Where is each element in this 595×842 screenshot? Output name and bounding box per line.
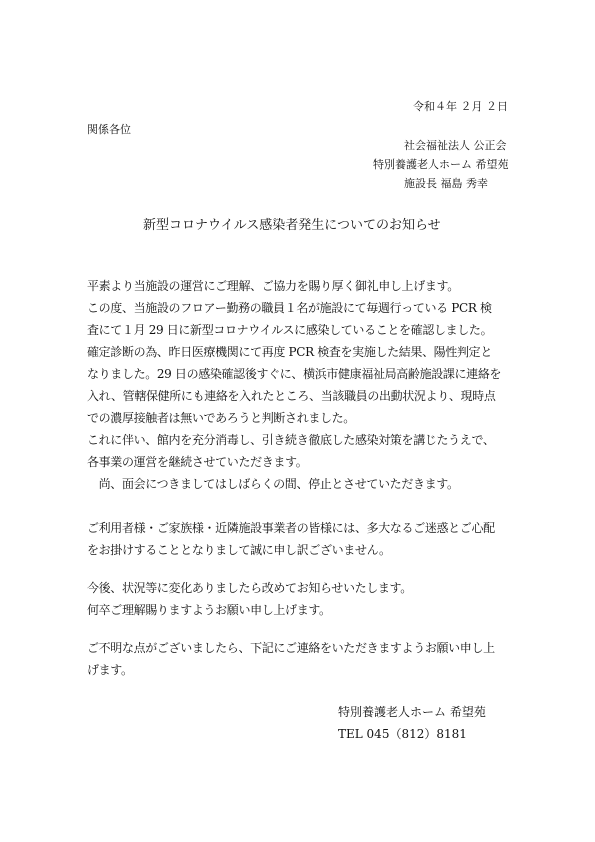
footer-facility: 特別養護老人ホーム 希望苑 — [338, 705, 486, 719]
sender-director: 施設長 福島 秀幸 — [404, 177, 488, 190]
body-line: この度、当施設のフロアー勤務の職員１名が施設にて毎週行っている PCR 検 — [87, 301, 492, 315]
sender-facility: 特別養護老人ホーム 希望苑 — [373, 158, 509, 171]
body-line: 尚、面会につきましてはしばらくの間、停止とさせていただきます。 — [87, 477, 459, 491]
body-line: ご利用者様・ご家族様・近隣施設事業者の皆様には、多大なるご迷惑とご心配 — [87, 521, 495, 535]
body-line: ご不明な点がございましたら、下記にご連絡をいただきますようお願い申し上 — [87, 641, 495, 655]
body-line: をお掛けすることとなりまして誠に申し訳ございません。 — [87, 543, 391, 557]
body-line: 何卒ご理解賜りますようお願い申し上げます。 — [87, 603, 331, 617]
body-line: 今後、状況等に変化ありましたら改めてお知らせいたします。 — [87, 581, 412, 595]
footer-telephone: TEL 045（812）8181 — [338, 727, 467, 741]
body-line: 入れ、管轄保健所にも連絡を入れたところ、当該職員の出動状況より、現時点 — [87, 389, 496, 403]
document-title: 新型コロナウイルス感染者発生についてのお知らせ — [143, 218, 441, 233]
body-line: 査にて１月 29 日に新型コロナウイルスに感染していることを確認しました。 — [87, 323, 493, 337]
body-line: での濃厚接触者は無いであろうと判断されました。 — [87, 411, 355, 425]
sender-organization: 社会福祉法人 公正会 — [404, 139, 507, 152]
addressee: 関係各位 — [87, 123, 131, 136]
document-date: 令和４年 ２月 ２日 — [413, 100, 508, 113]
body-line: 各事業の運営を継続させていただきます。 — [87, 455, 308, 469]
body-line: これに伴い、館内を充分消毒し、引き続き徹底した感染対策を講じたうえで、 — [87, 433, 495, 447]
body-line: 確定診断の為、昨日医療機関にて再度 PCR 検査を実施した結果、陽性判定と — [87, 345, 492, 359]
body-line: 平素より当施設の運営にご理解、ご協力を賜り厚く御礼申し上げます。 — [87, 279, 459, 293]
body-line: げます。 — [87, 663, 133, 677]
body-line: なりました。29 日の感染確認後すぐに、横浜市健康福祉局高齢施設課に連絡を — [87, 367, 502, 381]
